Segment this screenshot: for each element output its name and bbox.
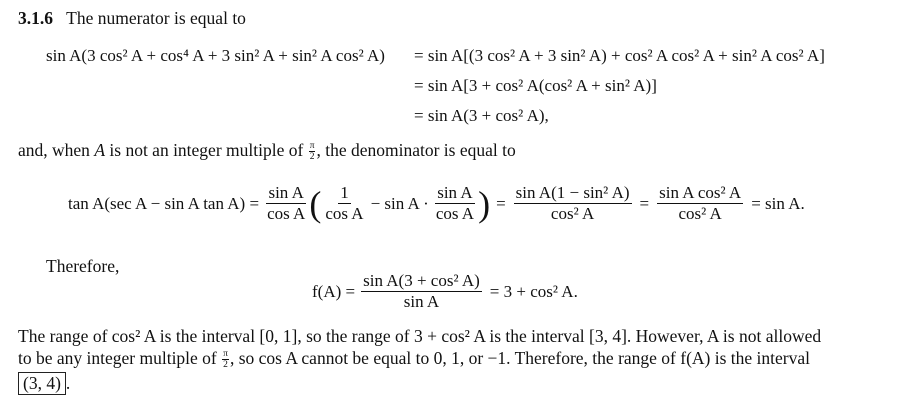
intro-frac-num: π — [309, 141, 315, 152]
denominator-lhs: tan A(sec A − sin A tan A) = — [68, 193, 260, 213]
line2-text-before: to be any integer multiple of — [18, 348, 222, 368]
denominator-result: = sin A. — [751, 193, 805, 213]
section-heading — [18, 8, 246, 29]
right-paren: ) — [478, 183, 491, 224]
frac-numerator: 1 — [340, 183, 349, 202]
fA-lhs: f(A) = — [312, 281, 356, 301]
answer-period: . — [65, 373, 71, 393]
frac-denominator: cos A — [435, 204, 475, 223]
section-number: 3.1.6 — [18, 8, 53, 28]
boxed-answer: (3, 4) — [18, 372, 66, 395]
frac-denominator: cos A — [267, 204, 306, 223]
line2-text-after: , so cos A cannot be equal to 0, 1, or −1. Therefore, the range of f(A) is the interval — [229, 348, 811, 368]
frac-denominator: sin A — [403, 292, 440, 311]
denominator-intro — [18, 140, 516, 162]
fraction-sinA-over-cosA-2 — [434, 184, 476, 223]
heading-text: The numerator is equal to — [66, 8, 246, 28]
frac-numerator: sin A(1 − sin² A) — [515, 183, 630, 202]
f-of-A-equation — [312, 272, 578, 311]
frac-numerator: sin A(3 + cos² A) — [363, 271, 480, 290]
denominator-equation — [68, 184, 805, 223]
fraction-fA — [361, 272, 482, 311]
line2-pi-half-fraction — [222, 349, 229, 370]
frac-denominator: cos² A — [678, 204, 722, 223]
range-answer-line — [18, 373, 70, 394]
frac-numerator: sin A — [437, 183, 473, 202]
left-paren: ( — [309, 183, 322, 224]
intro-text-before: and, when — [18, 140, 95, 160]
fraction-sinA-over-cosA — [265, 184, 307, 223]
fraction-1-over-cosA — [323, 184, 365, 223]
fA-rhs: = 3 + cos² A. — [489, 281, 578, 301]
line2-frac-den: 2 — [223, 360, 228, 371]
frac-numerator: sin A cos² A — [659, 183, 742, 202]
numerator-line-1-left: sin A(3 cos² A + cos⁴ A + 3 sin² A + sin² A cos² A) — [46, 46, 385, 65]
range-paragraph-line-2 — [18, 348, 810, 370]
numerator-line-3: = sin A(3 + cos² A), — [414, 106, 549, 125]
line2-frac-num: π — [223, 349, 228, 360]
numerator-line-1-right: = sin A[(3 cos² A + 3 sin² A) + cos² A cos² A + sin² A cos² A] — [414, 46, 825, 65]
frac-denominator: cos² A — [550, 204, 595, 223]
intro-frac-den: 2 — [309, 152, 315, 163]
intro-text-middle: is not an integer multiple of — [105, 140, 308, 160]
range-paragraph-line-1: The range of cos² A is the interval [0, 1], so the range of 3 + cos² A is the interval [3, 4]. However, A is not allowed — [18, 326, 822, 346]
fraction-sinAcos2A-over-cos2A — [657, 184, 743, 223]
intro-text-after: , the denominator is equal to — [316, 140, 516, 160]
fraction-sinA-1-minus-sin2A — [514, 184, 632, 223]
frac-denominator: cos A — [325, 204, 364, 223]
intro-var: A — [94, 140, 106, 160]
minus-sinA-dot: − sin A · — [370, 193, 429, 213]
equals-1: = — [496, 193, 506, 213]
equals-2: = — [639, 193, 650, 213]
numerator-line-2: = sin A[3 + cos² A(cos² A + sin² A)] — [414, 76, 657, 95]
frac-numerator: sin A — [268, 183, 304, 202]
therefore-label: Therefore, — [46, 256, 120, 276]
intro-pi-half-fraction — [309, 141, 316, 162]
